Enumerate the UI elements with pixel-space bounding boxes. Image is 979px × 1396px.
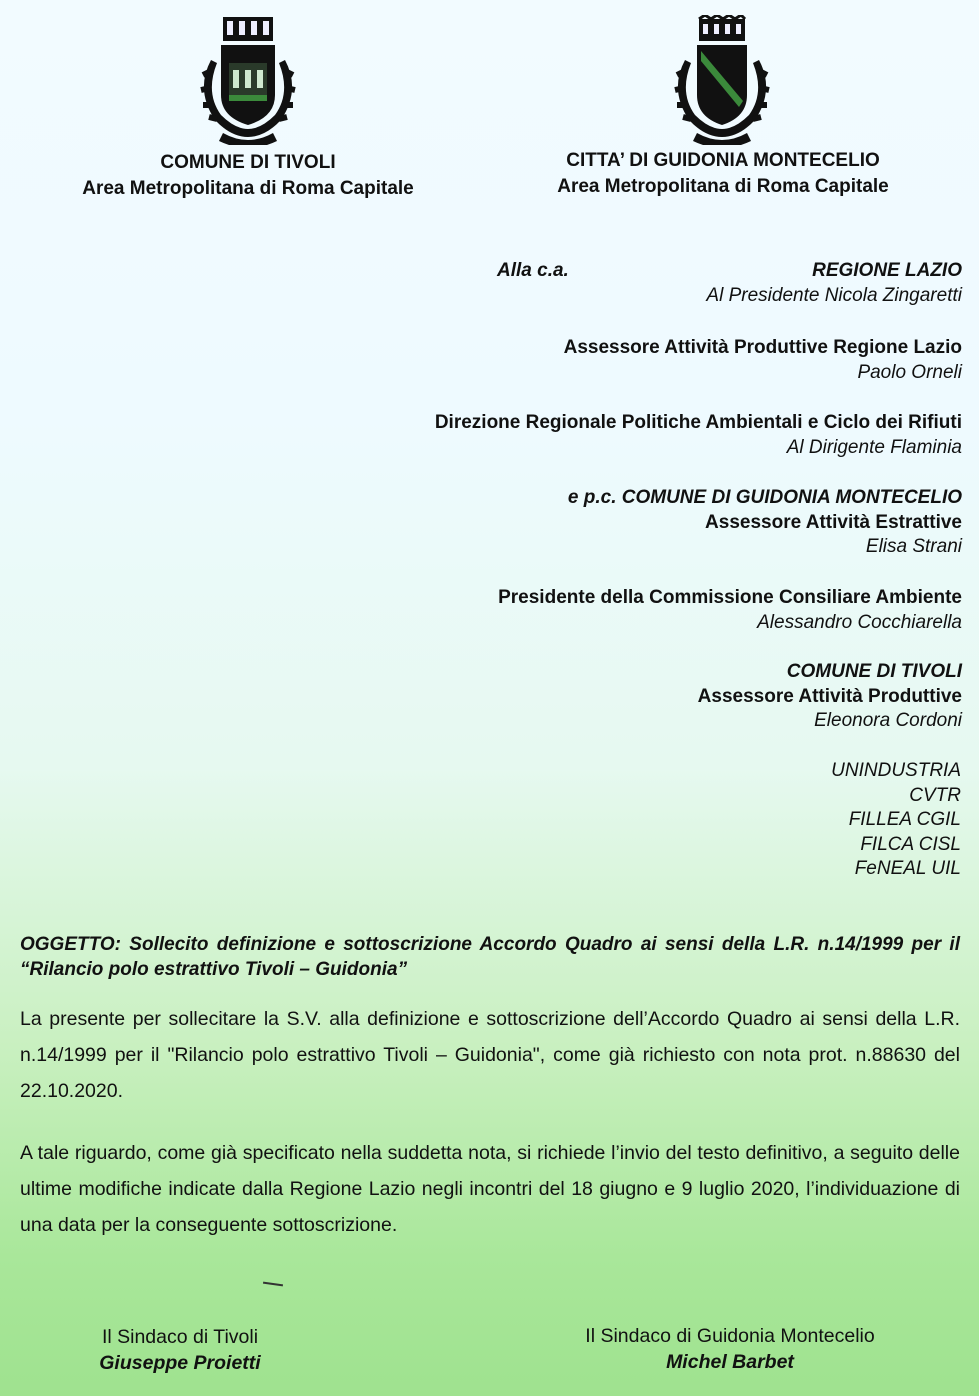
- pen-mark: [263, 1282, 283, 1287]
- other-recipient: CVTR: [909, 784, 961, 806]
- oggetto: OGGETTO: Sollecito definizione e sottoscrizione Accordo Quadro ai sensi della L.R. n.14/1999 per il “Rilancio polo estrattivo Tivoli – Guidonia”: [20, 934, 960, 980]
- recipient-others: [831, 759, 961, 882]
- presidente: Al Presidente Nicola Zingaretti: [706, 284, 962, 306]
- guidonia-name: Elisa Strani: [865, 536, 962, 557]
- commissione-name: Alessandro Cocchiarella: [757, 611, 962, 633]
- header-left-area: Area Metropolitana di Roma Capitale: [82, 178, 414, 199]
- guidonia-coat-of-arms: [667, 15, 777, 145]
- direzione-title: Direzione Regionale Politiche Ambientali e Ciclo dei Rifiuti: [434, 412, 962, 433]
- other-recipient: FILCA CISL: [860, 833, 961, 855]
- assessore-title: Assessore Attività Produttive Regione Lazio: [563, 337, 962, 358]
- signature-right-name: Michel Barbet: [666, 1351, 794, 1373]
- signature-left-role: Il Sindaco di Tivoli: [101, 1326, 259, 1348]
- recipient-guidonia: [568, 486, 962, 560]
- signature-right-role: Il Sindaco di Guidonia Montecelio: [585, 1325, 875, 1347]
- header-right-area: Area Metropolitana di Roma Capitale: [557, 176, 889, 197]
- recipient-commissione: [498, 586, 962, 635]
- assessore-name: Paolo Orneli: [857, 361, 962, 383]
- body-paragraph-2: A tale riguardo, come già specificato nella suddetta nota, si richiede l’invio del testo definitivo, a seguito delle ultime modifiche indicate dalla Regione Lazio negli incontri del 18 giugno e 9 luglio 2020, l’individuazione di una data per la conseguente sottoscrizione.: [20, 1142, 960, 1236]
- header-left-name: COMUNE DI TIVOLI: [160, 152, 336, 173]
- other-recipient: FILLEA CGIL: [848, 809, 961, 830]
- tivoli-comune: COMUNE DI TIVOLI: [786, 661, 962, 682]
- recipient-regione: [706, 259, 962, 308]
- header-left: [48, 150, 448, 202]
- signature-left-name: Giuseppe Proietti: [99, 1352, 261, 1374]
- tivoli-name: Eleonora Cordoni: [814, 710, 962, 731]
- other-recipient: UNINDUSTRIA: [831, 760, 961, 781]
- header-right: [523, 148, 923, 200]
- tivoli-assessore: Assessore Attività Produttive: [697, 685, 962, 707]
- signature-left: [60, 1324, 300, 1376]
- signature-right: [550, 1323, 910, 1375]
- recipient-tivoli: [698, 660, 962, 734]
- body-paragraph-1: La presente per sollecitare la S.V. alla definizione e sottoscrizione dell’Accordo Quadro ai sensi della L.R. n.14/1999 per il "Rilancio polo estrattivo Tivoli – Guidonia", come già richiesto con nota prot. n.88630 del 22.10.2020.: [20, 1008, 960, 1102]
- recipient-direzione: [435, 411, 962, 460]
- commissione-title: Presidente della Commissione Consiliare Ambiente: [498, 587, 962, 608]
- tivoli-coat-of-arms: [193, 15, 303, 145]
- alla-ca-label: Alla c.a.: [497, 260, 569, 281]
- regione-lazio: REGIONE LAZIO: [812, 260, 962, 281]
- recipient-assessore: [564, 336, 962, 385]
- guidonia-assessore: Assessore Attività Estrattive: [705, 511, 962, 533]
- header-right-name: CITTA’ DI GUIDONIA MONTECELIO: [566, 150, 880, 171]
- other-recipient: FeNEAL UIL: [854, 858, 961, 879]
- direzione-name: Al Dirigente Flaminia: [786, 436, 962, 458]
- epc-guidonia: e p.c. COMUNE DI GUIDONIA MONTECELIO: [567, 487, 962, 508]
